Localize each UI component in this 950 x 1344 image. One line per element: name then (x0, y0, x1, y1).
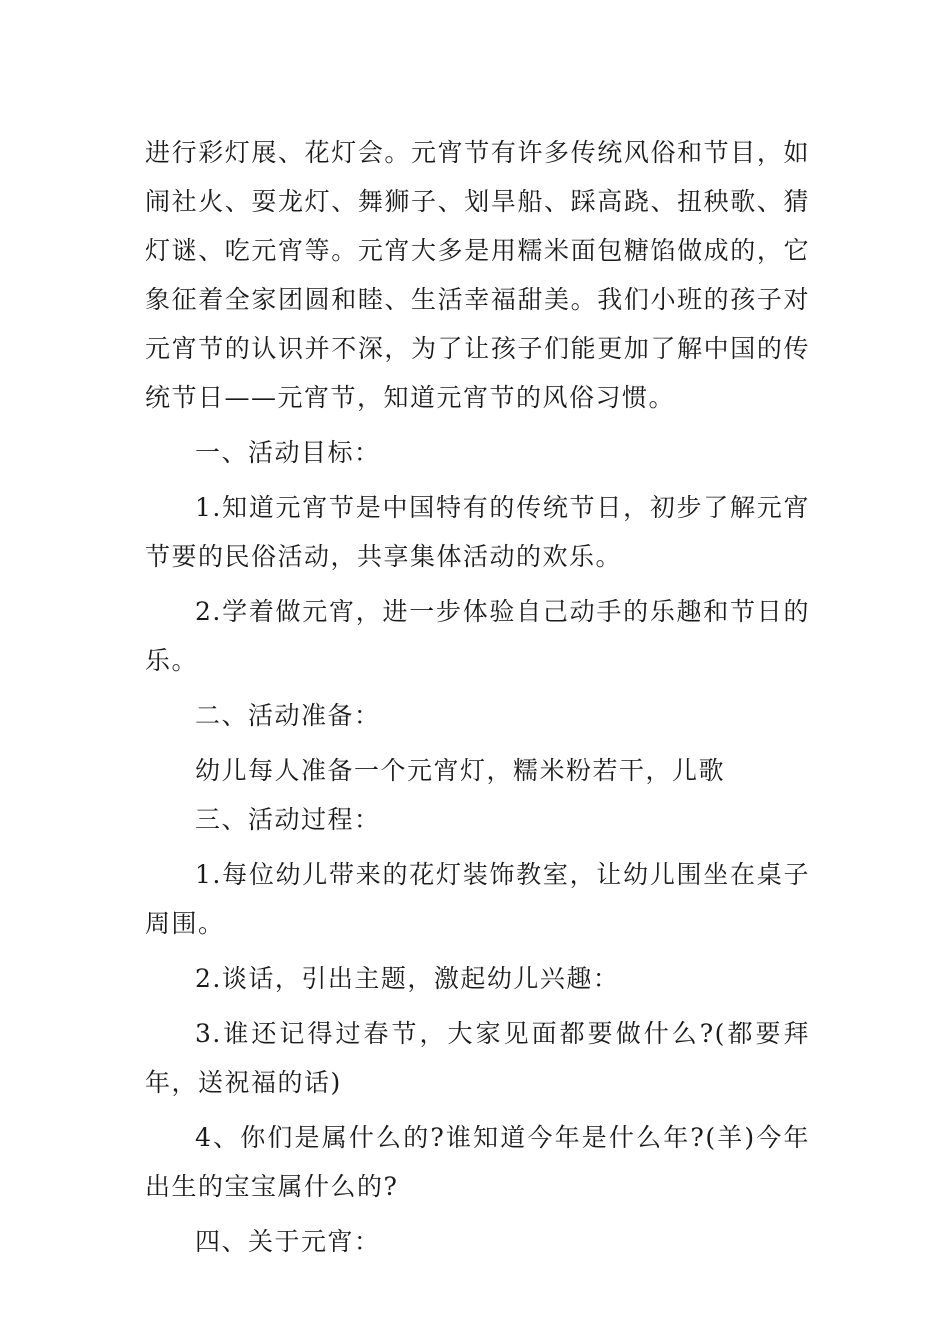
document-body (145, 128, 810, 1266)
process-item-4: 4、你们是属什么的?谁知道今年是什么年?(羊)今年出生的宝宝属什么的? (145, 1123, 810, 1201)
section-heading-preparation: 二、活动准备： (195, 701, 381, 730)
section-heading-goals: 一、活动目标： (195, 438, 381, 467)
section-heading-process: 三、活动过程： (195, 805, 381, 834)
preparation-text: 幼儿每人准备一个元宵灯，糯米粉若干，儿歌 (195, 756, 726, 785)
process-item-3: 3.谁还记得过春节，大家见面都要做什么?(都要拜年，送祝福的话) (145, 1019, 810, 1097)
process-item-2: 2.谈话，引出主题，激起幼儿兴趣： (195, 964, 620, 993)
goal-item-1: 1.知道元宵节是中国特有的传统节日，初步了解元宵节要的民俗活动，共享集体活动的欢乐。 (145, 493, 810, 571)
goal-item-2: 2.学着做元宵，进一步体验自己动手的乐趣和节日的乐。 (145, 597, 810, 675)
intro-paragraph: 进行彩灯展、花灯会。元宵节有许多传统风俗和节目，如闹社火、耍龙灯、舞狮子、划旱船、踩高跷、扭秧歌、猜灯谜、吃元宵等。元宵大多是用糯米面包糖馅做成的，它象征着全家团圆和睦、生活幸福甜美。我们小班的孩子对元宵节的认识并不深，为了让孩子们能更加了解中国的传统节日——元宵节，知道元宵节的风俗习惯。 (145, 138, 810, 412)
section-heading-about-yuanxiao: 四、关于元宵： (195, 1227, 381, 1256)
process-item-1: 1.每位幼儿带来的花灯装饰教室，让幼儿围坐在桌子周围。 (145, 860, 810, 938)
